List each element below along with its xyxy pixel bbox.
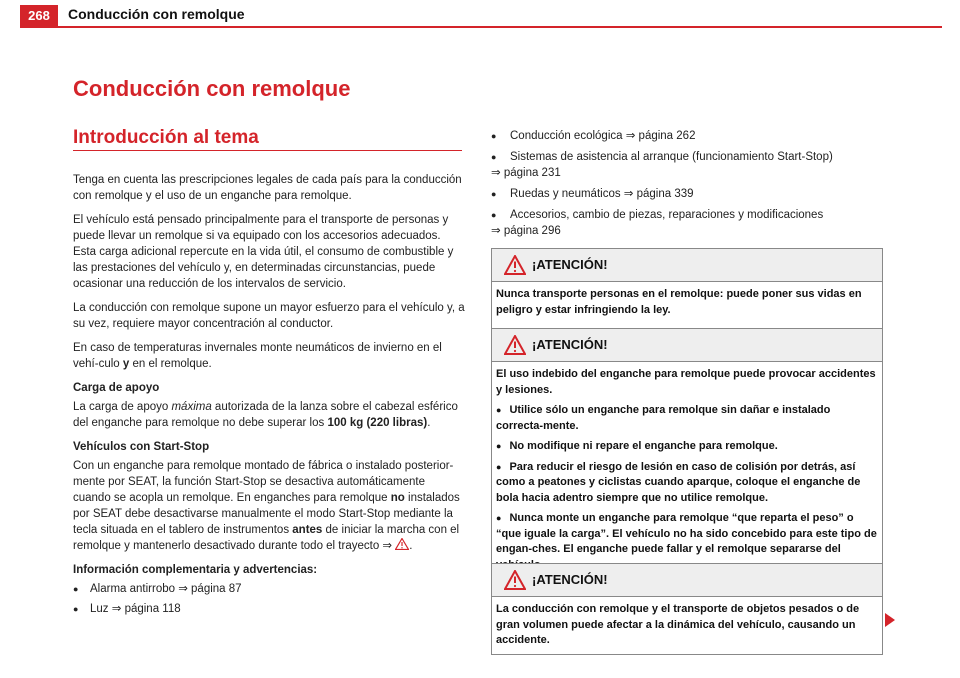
text-span: . — [427, 417, 431, 429]
text-span: Con un enganche para remolque montado de fábrica o instalado posterior-mente por SEAT, la función Start-Stop se desactiva automáticamente cuando se acopla un remolque. En enganches para remolque — [73, 460, 454, 504]
bold-text: no — [390, 492, 405, 504]
bold-text: y — [122, 358, 130, 370]
list-item-text: Sistemas de asistencia al arranque (funcionamiento Start-Stop) — [510, 151, 833, 163]
list-item[interactable]: ● Alarma antirrobo ⇒ página 87 — [73, 581, 465, 597]
text-span: autorizada de la lanza sobre el cabezal esférico del enganche para remolque no debe superar los — [73, 401, 458, 429]
warning-header — [492, 329, 882, 362]
list-item-text: Accesorios, cambio de piezas, reparaciones y modificaciones — [510, 209, 824, 221]
list-item-ref: ⇒ página 296 — [491, 225, 561, 237]
subheading-info-complementaria: Información complementaria y advertencias: — [73, 564, 318, 576]
warning-box — [491, 248, 883, 329]
header-rule — [20, 26, 942, 28]
warning-body — [492, 282, 882, 328]
paragraph — [73, 340, 465, 372]
chapter-title: Conducción con remolque — [73, 76, 351, 101]
warning-title: ¡ATENCIÓN! — [532, 572, 608, 587]
paragraph — [73, 458, 465, 554]
list-item[interactable] — [491, 207, 883, 239]
warning-triangle-icon — [504, 255, 526, 275]
warning-text: Nunca transporte personas en el remolque: puede poner sus vidas en peligro y estar infringiendo la ley. — [496, 288, 862, 316]
text-span: En caso de temperaturas invernales monte neumáticos de invierno en el vehí-culo — [73, 342, 442, 370]
running-title: Conducción con remolque — [68, 6, 245, 22]
list-item[interactable]: ● Conducción ecológica ⇒ página 262 — [491, 128, 883, 144]
warning-header — [492, 249, 882, 282]
italic-text: máxima — [171, 401, 212, 413]
warning-title: ¡ATENCIÓN! — [532, 337, 608, 352]
paragraph — [73, 399, 465, 431]
page-header — [0, 0, 960, 28]
warning-bullet: ● Utilice sólo un enganche para remolque sin dañar e instalado correcta-mente. — [496, 403, 878, 434]
bold-text: 100 kg (220 libras) — [327, 417, 428, 429]
text-span: de iniciar la marcha con el remolque y mantenerlo desactivado durante todo el trayecto ⇒ — [73, 524, 460, 552]
warning-body — [492, 597, 882, 654]
paragraph: La conducción con remolque supone un mayor esfuerzo para el vehículo y, a su vez, requiere mayor concentración al conductor. — [73, 302, 465, 330]
text-span: instalados por SEAT debe desactivarse manualmente el modo Start-Stop mediante la tecla situada en el tablero de instrumentos — [73, 492, 460, 536]
warning-box — [491, 563, 883, 655]
list-item-ref: ⇒ página 231 — [491, 167, 561, 179]
warning-body — [492, 362, 882, 578]
right-column — [491, 128, 883, 244]
paragraph: Tenga en cuenta las prescripciones legales de cada país para la conducción con remolque y el uso de un enganche para remolque. — [73, 174, 462, 202]
warning-triangle-icon — [504, 335, 526, 355]
warning-box — [491, 328, 883, 579]
bold-text: antes — [292, 524, 323, 536]
warning-triangle-icon[interactable] — [395, 538, 409, 550]
text-span: . — [409, 540, 413, 552]
subheading-start-stop: Vehículos con Start-Stop — [73, 441, 210, 453]
list-item[interactable]: ● Luz ⇒ página 118 — [73, 601, 465, 617]
warning-bullet: ● No modifique ni repare el enganche para remolque. — [496, 439, 878, 455]
list-item[interactable]: ● Ruedas y neumáticos ⇒ página 339 — [491, 186, 883, 202]
text-span: La carga de apoyo — [73, 401, 172, 413]
paragraph: El vehículo está pensado principalmente para el transporte de personas y puede llevar un remolque si va equipado con los accesorios adecuados. Esta carga adicional repercute en la vida útil, el consumo de combustible y las prestaciones del vehículo y, en determinadas circunstancias, puede ocasionar una reducción de los intervalos de servicio. — [73, 214, 454, 290]
warning-triangle-icon — [504, 570, 526, 590]
text-span: en el remolque. — [129, 358, 212, 370]
warning-text: La conducción con remolque y el transporte de objetos pesados o de gran volumen puede afectar a la dinámica del vehículo, causando un accidente. — [496, 603, 860, 646]
warning-bullet: ● Para reducir el riesgo de lesión en caso de colisión por detrás, así como a peatones y ciclistas cuando aparque, coloque el enganche de bola hacia adentro siempre que no utilice remolque. — [496, 460, 878, 507]
left-column — [73, 172, 465, 621]
page-number: 268 — [20, 5, 58, 26]
next-page-arrow-icon[interactable] — [885, 613, 895, 627]
warning-header — [492, 564, 882, 597]
warning-text: El uso indebido del enganche para remolque puede provocar accidentes y lesiones. — [496, 368, 876, 396]
section-rule — [73, 150, 462, 151]
subheading-carga-apoyo: Carga de apoyo — [73, 382, 160, 394]
list-item[interactable] — [491, 149, 883, 181]
section-title: Introducción al tema — [73, 127, 259, 148]
warning-bullet: ● Nunca monte un enganche para remolque “que reparta el peso” o “que iguale la carga”. El vehículo no ha sido concebido para este tipo de engan-ches. El enganche puede fallar y el remolque separarse del — [496, 511, 878, 573]
warning-title: ¡ATENCIÓN! — [532, 257, 608, 272]
